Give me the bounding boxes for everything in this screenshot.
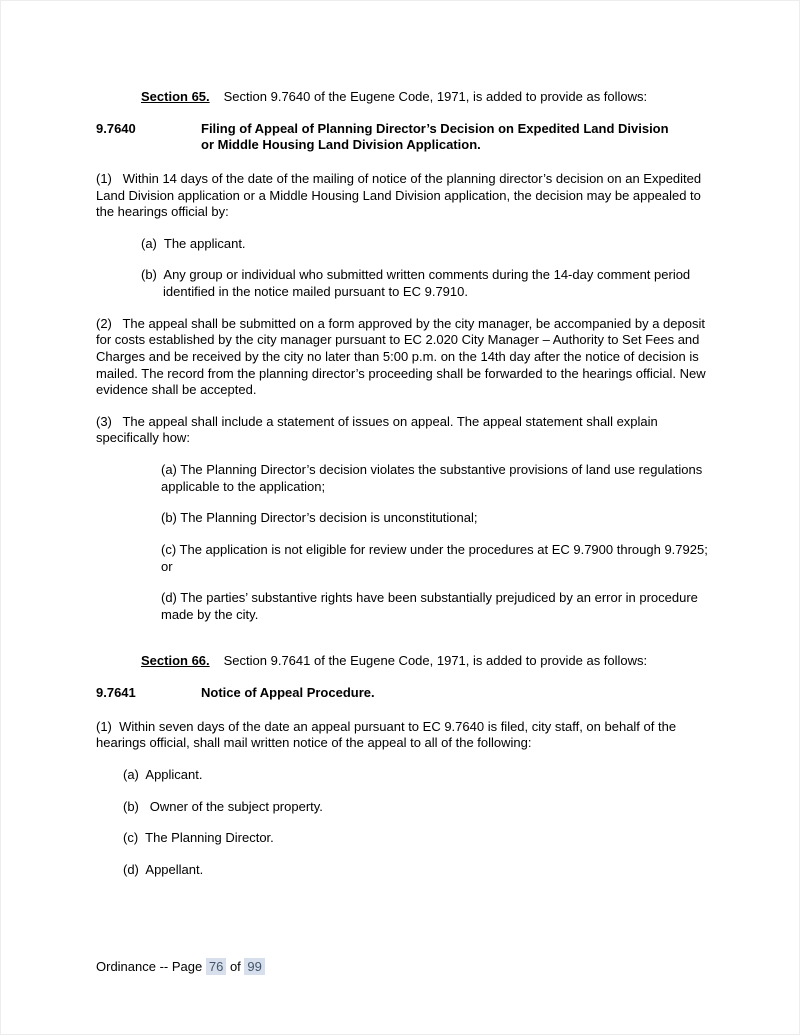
code-number: 9.7641 [96, 685, 136, 700]
paragraph: (2) The appeal shall be submitted on a form approved by the city manager, be accompanied by a deposit for costs established by the city manager pursuant to EC 2.020 City Manager – Authority to Set Fees and Charges and be received by the city no later than 5:00 p.m. on the 14th day after the notice of decision is mailed. The record from the planning director’s proceeding shall be forwarded to the hearings official. New evidence shall be accepted. [96, 315, 710, 398]
list-item: (b) Owner of the subject property. [123, 798, 323, 814]
footer-prefix: Ordinance -- Page [96, 959, 203, 974]
list-item: (d) Appellant. [123, 861, 204, 877]
list-item: (c) The Planning Director. [123, 830, 274, 846]
list-item: (c) The application is not eligible for review under the procedures at EC 9.7900 through 9.7925; or [161, 541, 712, 574]
section-intro [96, 89, 708, 106]
list-item: (b) The Planning Director’s decision is unconstitutional; [161, 510, 478, 526]
code-title: Filing of Appeal of Planning Director’s Decision on Expedited Land Division or Middle Housing Land Division Application. [201, 120, 673, 153]
paragraph: (1) Within 14 days of the date of the mailing of notice of the planning director’s decision on an Expedited Land Division application or a Middle Housing Land Division application, the decision may be appealed to the hearings official by: [96, 170, 705, 220]
paragraph: (3) The appeal shall include a statement of issues on appeal. The appeal statement shall explain specifically how: [96, 413, 662, 446]
list-item: (a) The applicant. [141, 235, 246, 251]
document-content [96, 89, 712, 878]
section-label: Section 66. [141, 653, 210, 669]
code-number: 9.7640 [96, 120, 136, 136]
paragraph: (1) Within seven days of the date an appeal pursuant to EC 9.7640 is filed, city staff, on behalf of the hearings official, shall mail written notice of the appeal to all of the following: [96, 718, 680, 751]
total-pages-field: 99 [244, 958, 264, 975]
code-heading [96, 121, 708, 154]
list-item: (a) The Planning Director’s decision violates the substantive provisions of land use regulations applicable to the application; [161, 462, 706, 494]
footer-separator: of [229, 959, 241, 974]
section-intro [96, 653, 708, 670]
page-footer [96, 959, 265, 974]
section-label: Section 65. [141, 89, 210, 104]
list-item: (d) The parties’ substantive rights have been substantially prejudiced by an error in procedure made by the city. [161, 590, 702, 622]
section-intro-text: Section 9.7641 of the Eugene Code, 1971, is added to provide as follows: [223, 653, 648, 669]
code-title: Notice of Appeal Procedure. [201, 685, 375, 700]
list-item: (a) Applicant. [123, 766, 203, 782]
page-number-field: 76 [206, 958, 226, 975]
section-intro-text: Section 9.7640 of the Eugene Code, 1971, is added to provide as follows: [223, 89, 648, 104]
code-heading [96, 685, 708, 702]
list-item: (b) Any group or individual who submitted written comments during the 14-day comment period identified in the notice mailed pursuant to EC 9.7910. [141, 267, 694, 299]
